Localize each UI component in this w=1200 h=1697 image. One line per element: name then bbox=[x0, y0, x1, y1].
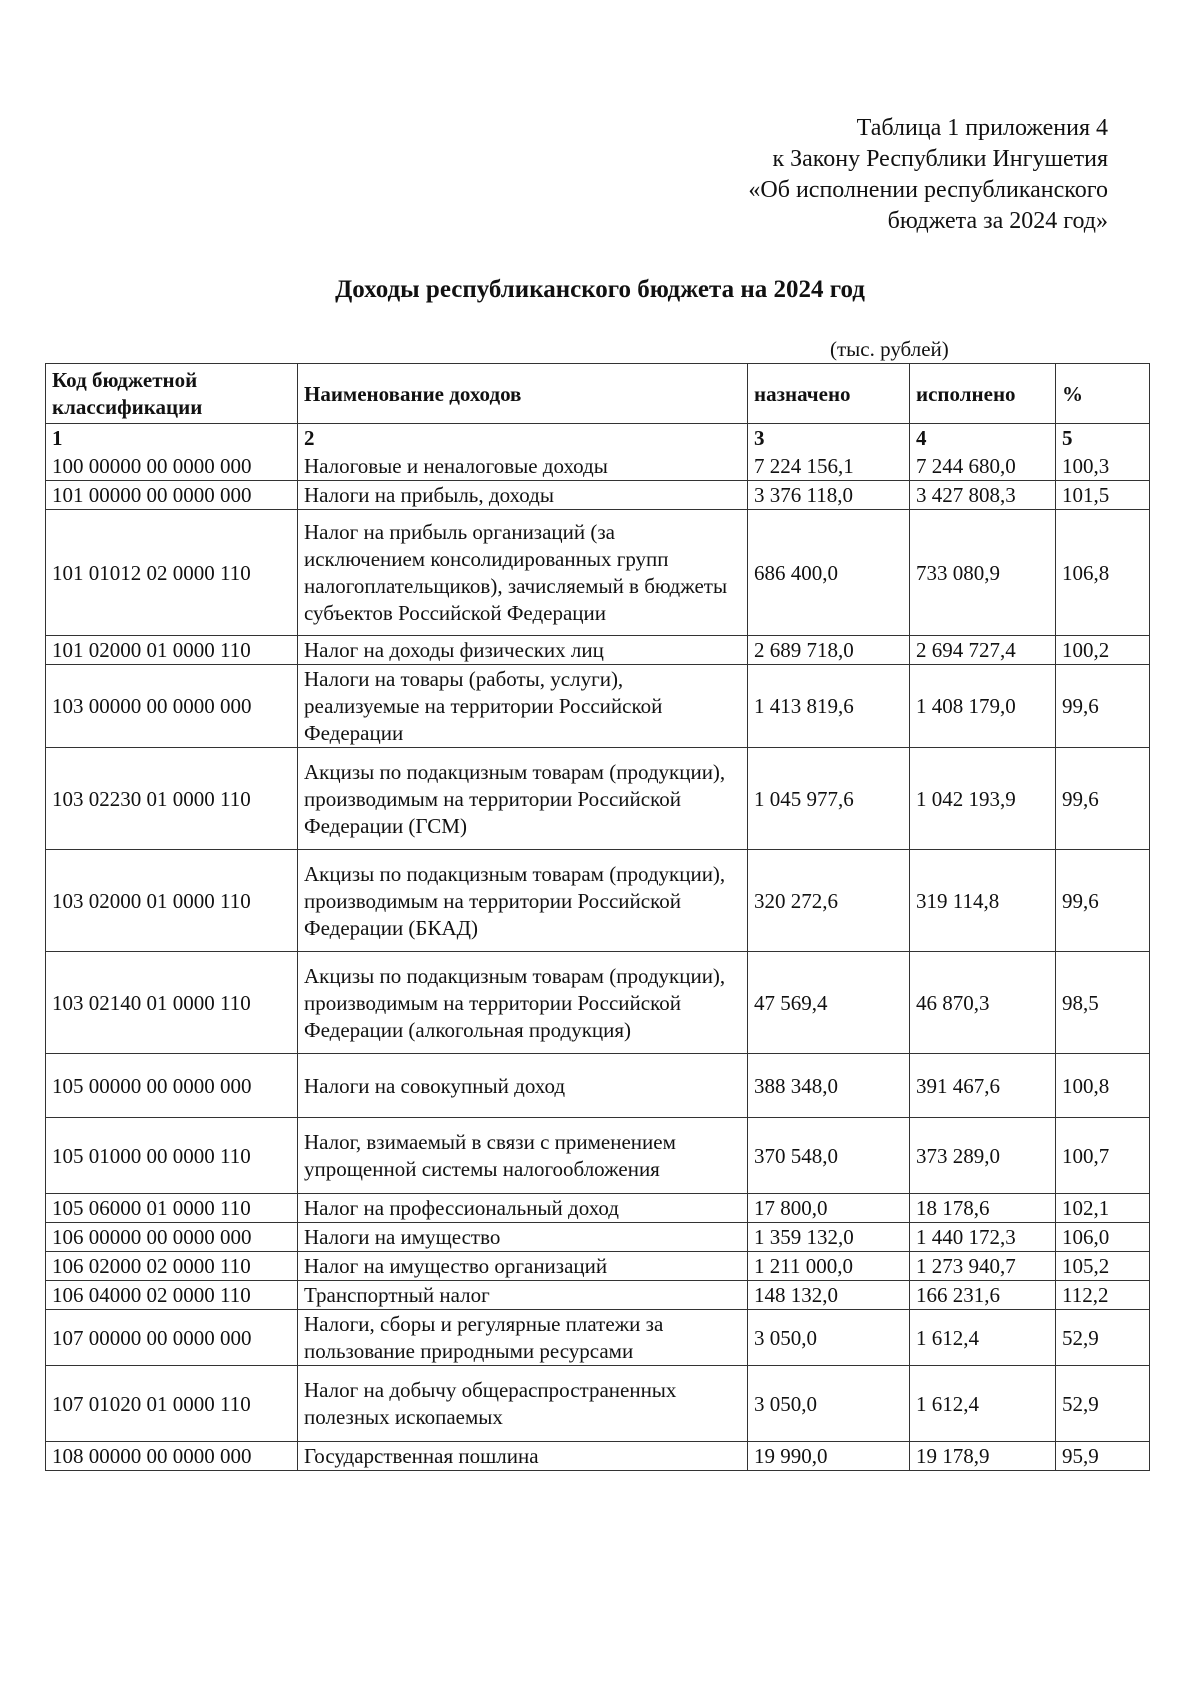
cell-planned-amount: 3 050,0 bbox=[748, 1310, 910, 1366]
cell-planned-amount: 3 376 118,0 bbox=[748, 481, 910, 510]
cell-executed-amount: 19 178,9 bbox=[910, 1442, 1056, 1471]
cell-executed-amount: 373 289,0 bbox=[910, 1118, 1056, 1194]
table-row bbox=[46, 850, 1150, 952]
cell-revenue-name: Налоги, сборы и регулярные платежи за пользование природными ресурсами bbox=[298, 1310, 748, 1366]
cell-planned-amount: 148 132,0 bbox=[748, 1281, 910, 1310]
cell-execution-percent: 106,8 bbox=[1056, 510, 1150, 636]
cell-executed-amount: 46 870,3 bbox=[910, 952, 1056, 1054]
cell-revenue-name: Налоги на совокупный доход bbox=[298, 1054, 748, 1118]
table-row bbox=[46, 1281, 1150, 1310]
cell-executed-amount: 733 080,9 bbox=[910, 510, 1056, 636]
cell-revenue-name: Налог на доходы физических лиц bbox=[298, 636, 748, 665]
cell-execution-percent: 99,6 bbox=[1056, 850, 1150, 952]
units-label: (тыс. рублей) bbox=[830, 337, 949, 361]
cell-budget-code: 108 00000 00 0000 000 bbox=[46, 1442, 298, 1471]
appendix-header-line-3: «Об исполнении республиканского bbox=[748, 177, 1108, 203]
document-title: Доходы республиканского бюджета на 2024 год bbox=[335, 276, 865, 303]
cell-budget-code: 107 00000 00 0000 000 bbox=[46, 1310, 298, 1366]
cell-planned-amount: 47 569,4 bbox=[748, 952, 910, 1054]
table-row bbox=[46, 1310, 1150, 1366]
cell-planned-amount: 7 224 156,1 bbox=[748, 452, 910, 481]
cell-planned-amount: 1 359 132,0 bbox=[748, 1223, 910, 1252]
cell-execution-percent: 100,8 bbox=[1056, 1054, 1150, 1118]
cell-planned-amount: 1 211 000,0 bbox=[748, 1252, 910, 1281]
appendix-header bbox=[748, 113, 1108, 237]
cell-revenue-name: Налог на имущество организаций bbox=[298, 1252, 748, 1281]
cell-budget-code: 106 04000 02 0000 110 bbox=[46, 1281, 298, 1310]
cell-budget-code: 101 00000 00 0000 000 bbox=[46, 481, 298, 510]
cell-budget-code: 105 00000 00 0000 000 bbox=[46, 1054, 298, 1118]
table-row bbox=[46, 748, 1150, 850]
cell-planned-amount: 19 990,0 bbox=[748, 1442, 910, 1471]
cell-budget-code: 106 02000 02 0000 110 bbox=[46, 1252, 298, 1281]
cell-executed-amount: 1 408 179,0 bbox=[910, 665, 1056, 748]
column-header-percent: % bbox=[1056, 364, 1150, 424]
table-row bbox=[46, 1223, 1150, 1252]
cell-planned-amount: 1 413 819,6 bbox=[748, 665, 910, 748]
cell-execution-percent: 105,2 bbox=[1056, 1252, 1150, 1281]
appendix-header-line-1: Таблица 1 приложения 4 bbox=[856, 115, 1108, 141]
cell-executed-amount: 3 427 808,3 bbox=[910, 481, 1056, 510]
cell-revenue-name: Акцизы по подакцизным товарам (продукции), производимым на территории Российской Федерации (алкогольная продукция) bbox=[298, 952, 748, 1054]
table-row bbox=[46, 481, 1150, 510]
cell-executed-amount: 7 244 680,0 bbox=[910, 452, 1056, 481]
column-header-plan: назначено bbox=[748, 364, 910, 424]
cell-budget-code: 103 00000 00 0000 000 bbox=[46, 665, 298, 748]
cell-execution-percent: 52,9 bbox=[1056, 1310, 1150, 1366]
cell-budget-code: 103 02140 01 0000 110 bbox=[46, 952, 298, 1054]
table-row bbox=[46, 665, 1150, 748]
cell-executed-amount: 1 612,4 bbox=[910, 1366, 1056, 1442]
cell-budget-code: 105 01000 00 0000 110 bbox=[46, 1118, 298, 1194]
cell-revenue-name: Налог на добычу общераспространенных полезных ископаемых bbox=[298, 1366, 748, 1442]
cell-budget-code: 101 02000 01 0000 110 bbox=[46, 636, 298, 665]
cell-executed-amount: 1 440 172,3 bbox=[910, 1223, 1056, 1252]
cell-execution-percent: 95,9 bbox=[1056, 1442, 1150, 1471]
cell-execution-percent: 100,3 bbox=[1056, 452, 1150, 481]
table-row bbox=[46, 636, 1150, 665]
cell-executed-amount: 391 467,6 bbox=[910, 1054, 1056, 1118]
column-number: 4 bbox=[910, 424, 1056, 453]
table-row bbox=[46, 1194, 1150, 1223]
cell-budget-code: 100 00000 00 0000 000 bbox=[46, 452, 298, 481]
cell-budget-code: 101 01012 02 0000 110 bbox=[46, 510, 298, 636]
table-row bbox=[46, 1442, 1150, 1471]
revenue-table bbox=[45, 363, 1150, 1471]
cell-planned-amount: 686 400,0 bbox=[748, 510, 910, 636]
cell-revenue-name: Акцизы по подакцизным товарам (продукции), производимым на территории Российской Федерации (БКАД) bbox=[298, 850, 748, 952]
appendix-header-line-4: бюджета за 2024 год» bbox=[887, 208, 1108, 234]
table-row bbox=[46, 952, 1150, 1054]
cell-executed-amount: 166 231,6 bbox=[910, 1281, 1056, 1310]
cell-planned-amount: 17 800,0 bbox=[748, 1194, 910, 1223]
cell-execution-percent: 98,5 bbox=[1056, 952, 1150, 1054]
cell-execution-percent: 102,1 bbox=[1056, 1194, 1150, 1223]
column-header-code: Код бюджетной классификации bbox=[46, 364, 298, 424]
cell-budget-code: 107 01020 01 0000 110 bbox=[46, 1366, 298, 1442]
cell-budget-code: 103 02000 01 0000 110 bbox=[46, 850, 298, 952]
table-body bbox=[46, 424, 1150, 1471]
cell-executed-amount: 2 694 727,4 bbox=[910, 636, 1056, 665]
cell-revenue-name: Налоги на имущество bbox=[298, 1223, 748, 1252]
cell-executed-amount: 18 178,6 bbox=[910, 1194, 1056, 1223]
cell-executed-amount: 319 114,8 bbox=[910, 850, 1056, 952]
cell-revenue-name: Налоговые и неналоговые доходы bbox=[298, 452, 748, 481]
cell-revenue-name: Налог на профессиональный доход bbox=[298, 1194, 748, 1223]
cell-execution-percent: 100,2 bbox=[1056, 636, 1150, 665]
cell-planned-amount: 3 050,0 bbox=[748, 1366, 910, 1442]
cell-execution-percent: 99,6 bbox=[1056, 748, 1150, 850]
table-row bbox=[46, 452, 1150, 481]
column-header-exec: исполнено bbox=[910, 364, 1056, 424]
column-number: 1 bbox=[46, 424, 298, 453]
cell-executed-amount: 1 042 193,9 bbox=[910, 748, 1056, 850]
cell-revenue-name: Акцизы по подакцизным товарам (продукции), производимым на территории Российской Федерации (ГСМ) bbox=[298, 748, 748, 850]
cell-planned-amount: 2 689 718,0 bbox=[748, 636, 910, 665]
cell-revenue-name: Налог на прибыль организаций (за исключением консолидированных групп налогоплательщиков), зачисляемый в бюджеты субъектов Российской Федерации bbox=[298, 510, 748, 636]
table-header-row bbox=[46, 364, 1150, 424]
cell-execution-percent: 101,5 bbox=[1056, 481, 1150, 510]
cell-planned-amount: 320 272,6 bbox=[748, 850, 910, 952]
cell-execution-percent: 52,9 bbox=[1056, 1366, 1150, 1442]
cell-revenue-name: Налоги на прибыль, доходы bbox=[298, 481, 748, 510]
table-row bbox=[46, 1054, 1150, 1118]
column-header-name: Наименование доходов bbox=[298, 364, 748, 424]
cell-budget-code: 106 00000 00 0000 000 bbox=[46, 1223, 298, 1252]
cell-planned-amount: 370 548,0 bbox=[748, 1118, 910, 1194]
table-row bbox=[46, 1366, 1150, 1442]
cell-budget-code: 103 02230 01 0000 110 bbox=[46, 748, 298, 850]
column-number: 5 bbox=[1056, 424, 1150, 453]
cell-execution-percent: 112,2 bbox=[1056, 1281, 1150, 1310]
cell-budget-code: 105 06000 01 0000 110 bbox=[46, 1194, 298, 1223]
table-row bbox=[46, 1252, 1150, 1281]
cell-revenue-name: Государственная пошлина bbox=[298, 1442, 748, 1471]
cell-planned-amount: 1 045 977,6 bbox=[748, 748, 910, 850]
column-number-row bbox=[46, 424, 1150, 453]
cell-revenue-name: Транспортный налог bbox=[298, 1281, 748, 1310]
cell-revenue-name: Налог, взимаемый в связи с применением упрощенной системы налогообложения bbox=[298, 1118, 748, 1194]
appendix-header-line-2: к Закону Республики Ингушетия bbox=[772, 146, 1108, 172]
column-number: 2 bbox=[298, 424, 748, 453]
table-row bbox=[46, 1118, 1150, 1194]
cell-revenue-name: Налоги на товары (работы, услуги), реализуемые на территории Российской Федерации bbox=[298, 665, 748, 748]
cell-execution-percent: 106,0 bbox=[1056, 1223, 1150, 1252]
cell-executed-amount: 1 273 940,7 bbox=[910, 1252, 1056, 1281]
column-number: 3 bbox=[748, 424, 910, 453]
cell-planned-amount: 388 348,0 bbox=[748, 1054, 910, 1118]
table-row bbox=[46, 510, 1150, 636]
cell-execution-percent: 100,7 bbox=[1056, 1118, 1150, 1194]
cell-execution-percent: 99,6 bbox=[1056, 665, 1150, 748]
cell-executed-amount: 1 612,4 bbox=[910, 1310, 1056, 1366]
